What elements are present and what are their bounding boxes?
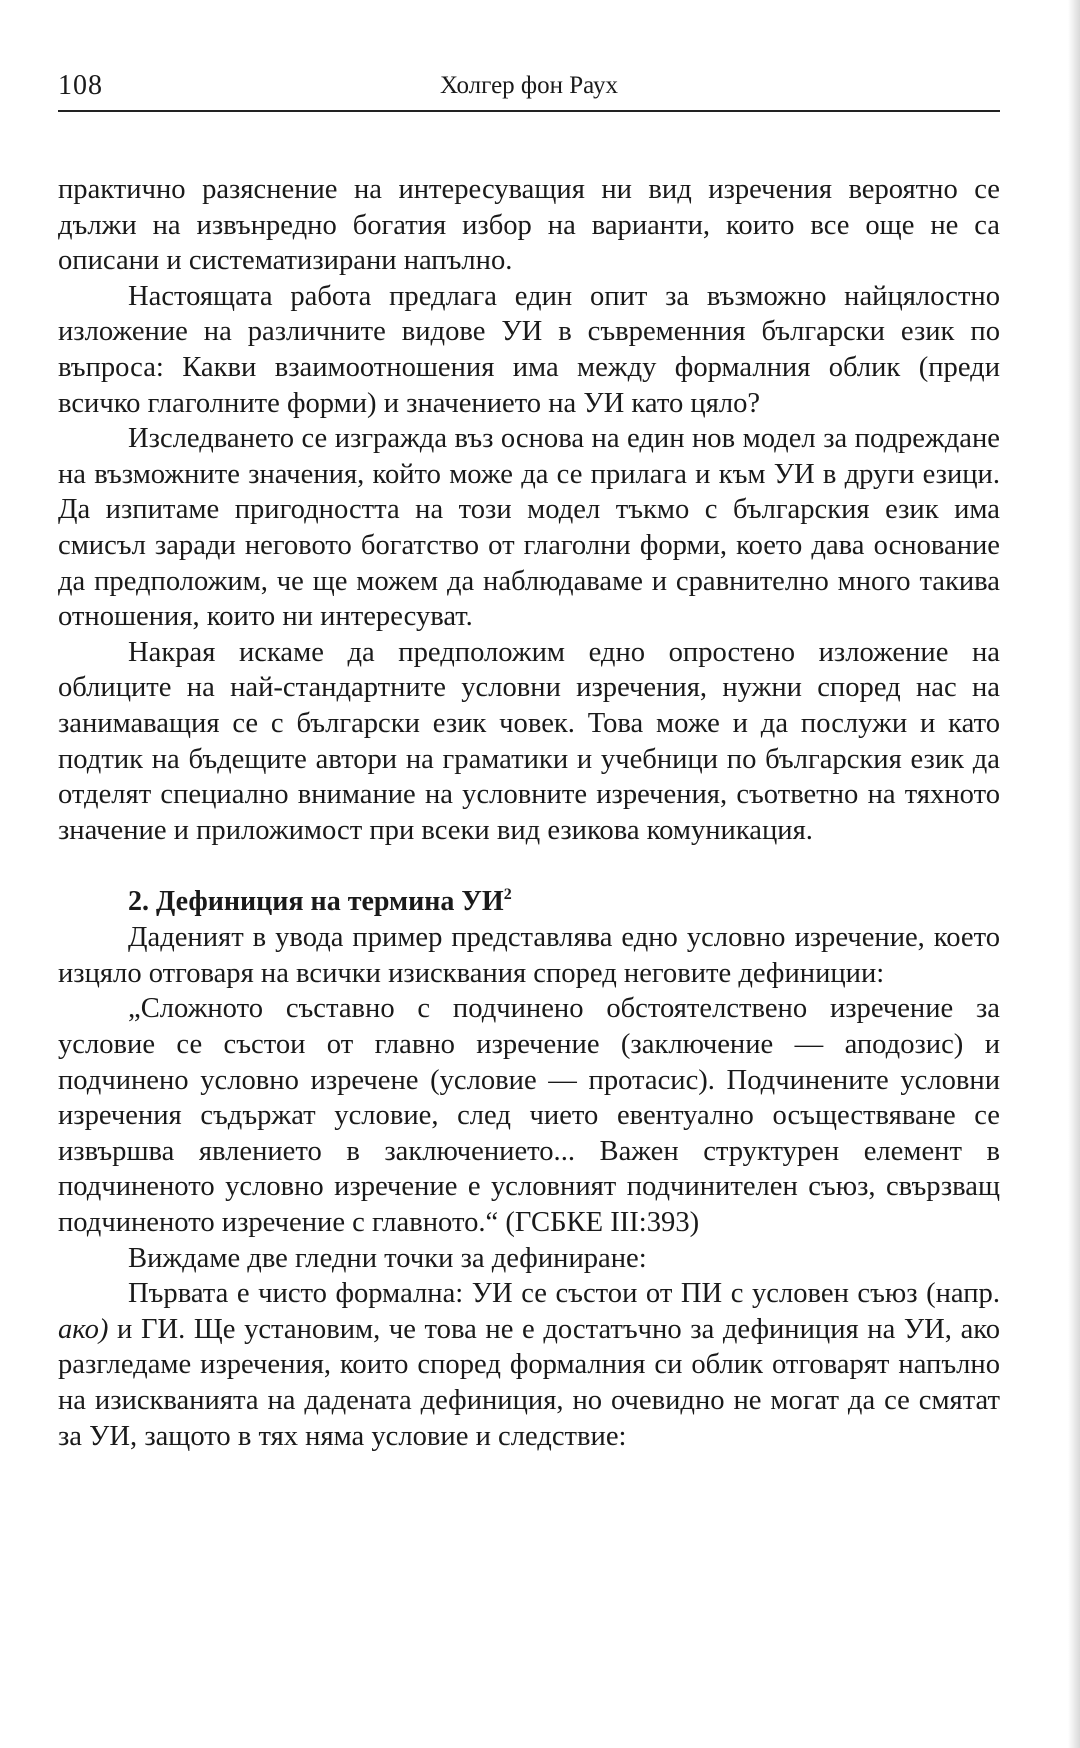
page-edge-shadow — [1068, 0, 1080, 1748]
paragraph-4: Накрая искаме да предположим едно опростено изложение на облиците на най-стандартните условни изречения, нужни според нас на занимаващия се с български език човек. Това може и да послужи и като подтик на бъдещите автори на граматики и учебници по българския език да отделят специално внимание на условните изречения, съответно на тяхното значение и приложимост при всеки вид езикова комуникация. — [58, 636, 1000, 846]
page-header — [58, 70, 1000, 112]
running-head: Холгер фон Раух — [440, 72, 618, 99]
paragraph-8-italic: ако) — [58, 1313, 109, 1345]
paragraph-3: Изследването се изгражда въз основа на един нов модел за подреждане на възможните значения, който може да се прилага и към УИ в други езици. Да изпитаме пригодността на този модел тъкмо с българския език има смисъл заради неговото богатство от глаголни форми, което дава основание да предположим, че ще можем да наблюдаваме и сравнително много такива отношения, които ни интересуват. — [58, 423, 1000, 633]
body-text — [58, 172, 1000, 1454]
paragraph-2: Настоящата работа предлага един опит за възможно найцялостно изложение на различните видове УИ в съвременния български език по въпроса: Какви взаимоотношения има между формалния облик (преди всичко глаголните форми) и значението на УИ като цяло? — [58, 280, 1000, 419]
footnote-marker: 2 — [503, 886, 512, 904]
section-heading-text: 2. Дефиниция на термина УИ — [128, 886, 504, 918]
paragraph-1: практично разяснение на интересуващия ни вид изречения вероятно се дължи на извънредно богатия избор на варианти, които все още не са описани и систематизирани напълно. — [58, 174, 1000, 277]
book-page — [58, 70, 1000, 1454]
paragraph-8-start: Първата е чисто формална: УИ се състои от ПИ с условен съюз (напр. — [128, 1278, 1000, 1310]
section-heading — [58, 862, 1000, 920]
paragraph-7: Виждаме две гледни точки за дефиниране: — [128, 1242, 647, 1274]
paragraph-8 — [58, 1276, 1000, 1454]
paragraph-5: Даденият в увода пример представлява едно условно изречение, което изцяло отговаря на всички изисквания според неговите дефиниции: — [58, 922, 1000, 989]
page-number: 108 — [58, 70, 103, 101]
quote-paragraph: „Сложното съставно с подчинено обстоятелствено изречение за условие се състои от главно изречение (заключение — аподозис) и подчинено условно изречене (условие — протасис). Подчинените условни изречения съдържат условие, след чието евентуално осъществяване се извършва явлението в заключението... Важен структурен елемент в подчиненото условно изречение е условният подчинителен съюз, свързващ подчиненото изречение с главното.“ (ГСБКЕ III:393) — [58, 993, 1000, 1239]
paragraph-8-end: и ГИ. Ще установим, че това не е достатъчно за дефиниция на УИ, ако разгледаме изречения, които според формалния си облик отговарят напълно на изискванията на дадената дефиниция, но очевидно не могат да се смятат за УИ, защото в тях няма условие и следствие: — [58, 1313, 1000, 1452]
